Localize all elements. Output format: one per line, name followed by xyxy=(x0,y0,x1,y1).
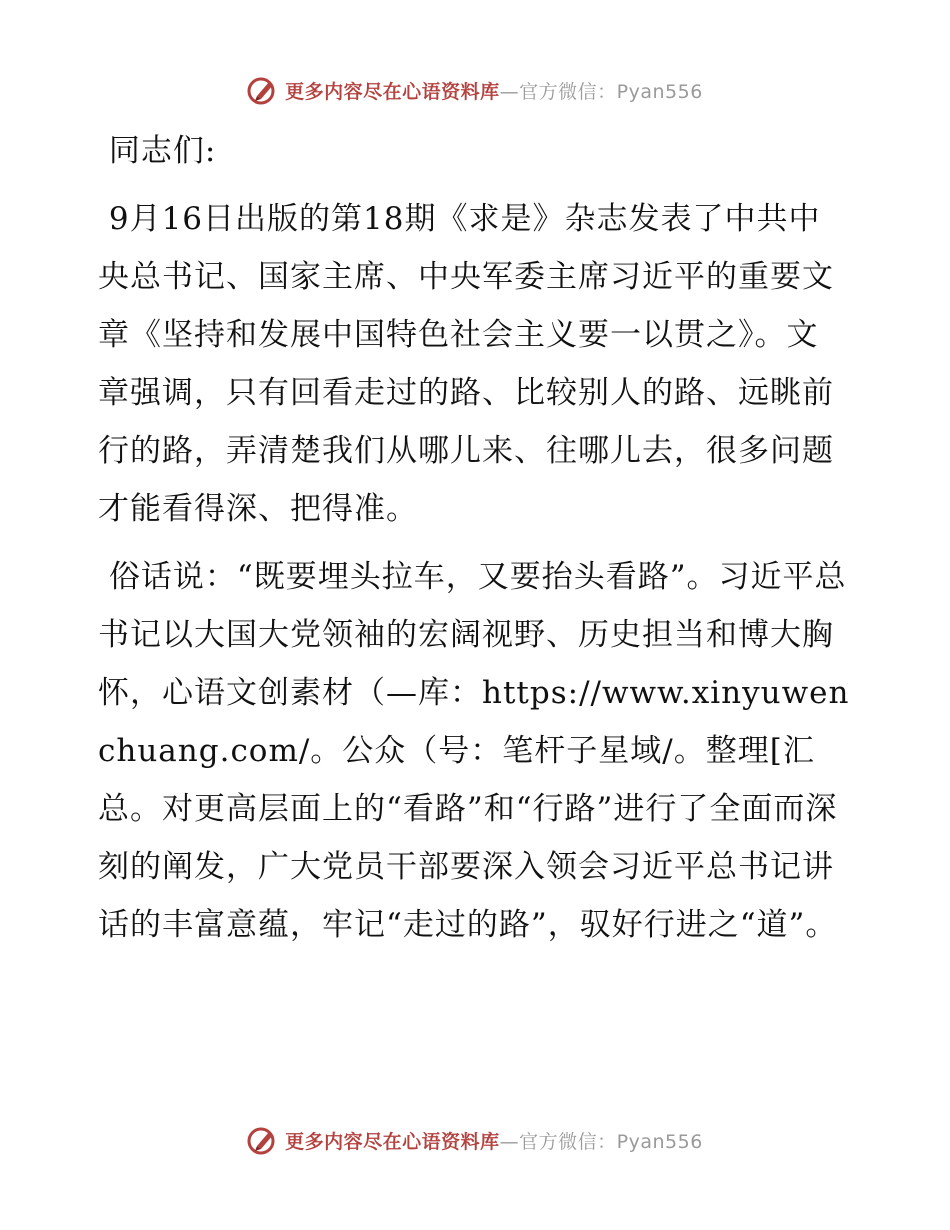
header-brand-main: 更多内容尽在心语资料库 xyxy=(285,80,500,103)
footer-brand-text xyxy=(285,1127,703,1154)
paragraph-1: 9月16日出版的第18期《求是》杂志发表了中共中央总书记、国家主席、中央军委主席习近平的重要文章《坚持和发展中国特色社会主义要一以贯之》。文章强调，只有回看走过的路、比较别人的路、远眺前行的路，弄清楚我们从哪儿来、往哪儿去，很多问题才能看得深、把得准。 xyxy=(98,201,834,527)
pen-logo-icon xyxy=(247,1124,279,1156)
header-brand-sub: —官方微信：Pyan556 xyxy=(499,80,703,103)
paragraph-2: 俗话说：“既要埋头拉车，又要抬头看路”。习近平总书记以大国大党领袖的宏阔视野、历史担当和博大胸怀，心语文创素材（—库：https://www.xinyuwenchuang.com/。公众（号：笔杆子星域/。整理[汇总。对更高层面上的“看路”和“行路”进行了全面而深刻的阐发，广大党员干部要深入领会习近平总书记讲话的丰富意蕴，牢记“走过的路”，驭好行进之“道”。 xyxy=(98,559,850,943)
footer-brand-main: 更多内容尽在心语资料库 xyxy=(285,1130,500,1153)
salutation: 同志们: xyxy=(98,133,217,169)
header-brand-text xyxy=(285,77,703,104)
pen-logo-icon xyxy=(247,74,279,106)
page-footer xyxy=(0,1120,950,1160)
page-header xyxy=(0,70,950,110)
document-body xyxy=(98,122,850,954)
footer-brand-sub: —官方微信：Pyan556 xyxy=(499,1130,703,1153)
